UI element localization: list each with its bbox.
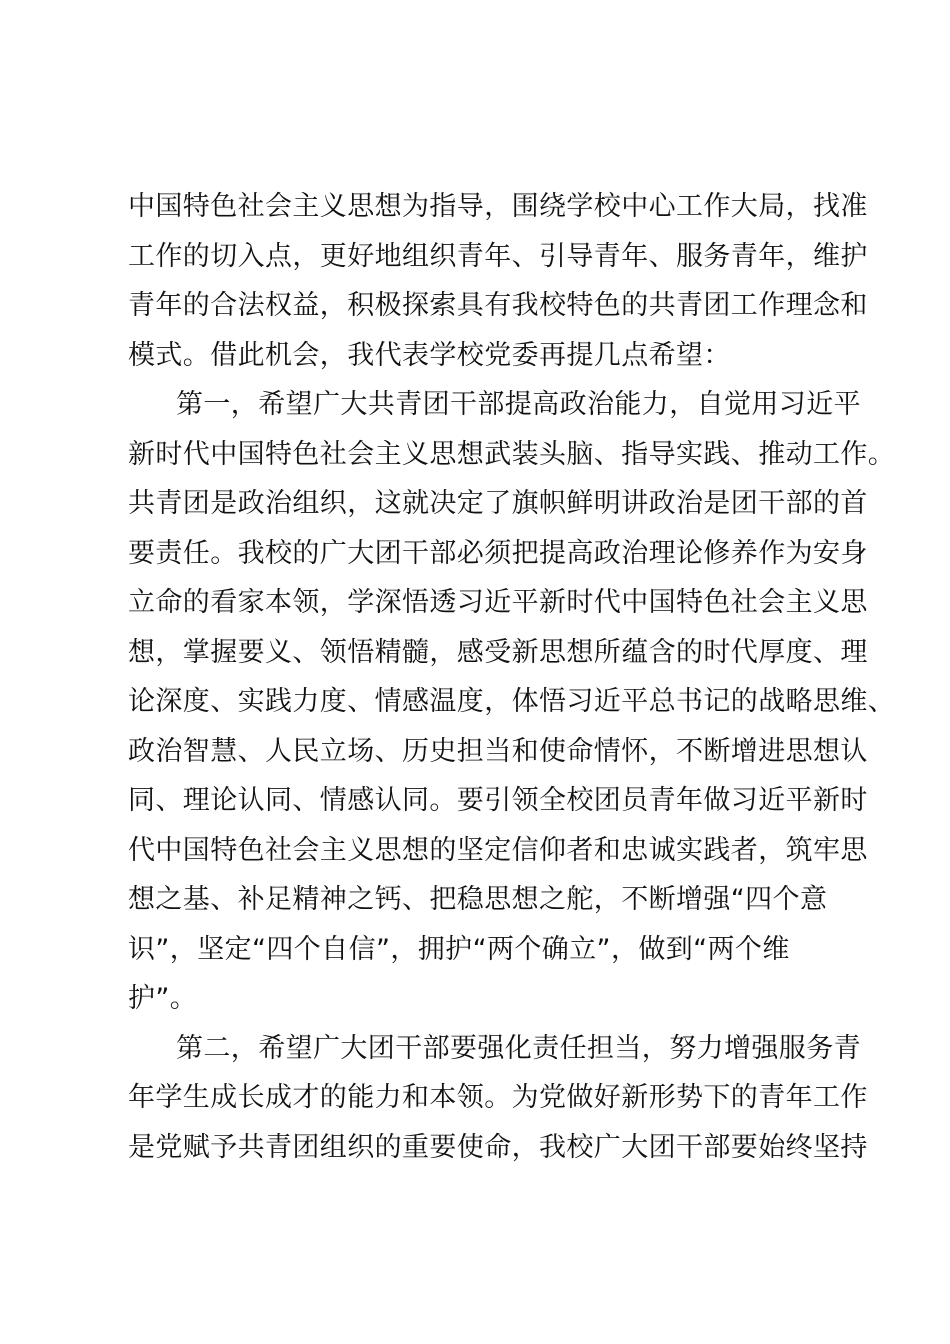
paragraph-first-line: 第一，希望广大共青团干部提高政治能力，自觉用习近平 <box>176 389 861 420</box>
text-line: 政治智慧、人民立场、历史担当和使命情怀，不断增进思想认 <box>128 735 868 767</box>
text-line: 识”，坚定“四个自信”，拥护“两个确立”，做到“两个维 <box>128 933 790 965</box>
text-line: 要责任。我校的广大团干部必须把提高政治理论修养作为安身 <box>128 537 868 569</box>
text-line: 同、理论认同、情感认同。要引领全校团员青年做习近平新时 <box>128 785 868 816</box>
text-line: 是党赋予共青团组织的重要使命，我校广大团干部要始终坚持 <box>128 1131 868 1163</box>
text-line: 模式。借此机会，我代表学校党委再提几点希望： <box>128 339 731 371</box>
text-line: 论深度、实践力度、情感温度，体悟习近平总书记的战略思维、 <box>128 686 896 717</box>
text-line: 想，掌握要义、领悟精髓，感受新思想所蕴含的时代厚度、理 <box>128 636 868 668</box>
text-line: 年学生成长成才的能力和本领。为党做好新形势下的青年工作 <box>128 1082 868 1113</box>
text-line: 新时代中国特色社会主义思想武装头脑、指导实践、推动工作。 <box>128 438 896 470</box>
text-line: 想之基、补足精神之钙、把稳思想之舵，不断增强“四个意 <box>128 884 828 915</box>
text-line: 护”。 <box>128 983 198 1014</box>
text-line: 立命的看家本领，学深悟透习近平新时代中国特色社会主义思 <box>128 587 868 618</box>
text-line: 中国特色社会主义思想为指导，围绕学校中心工作大局，找准 <box>128 191 868 222</box>
text-line: 青年的合法权益，积极探索具有我校特色的共青团工作理念和 <box>128 290 868 321</box>
text-line: 代中国特色社会主义思想的坚定信仰者和忠诚实践者，筑牢思 <box>128 834 868 866</box>
paragraph-first-line: 第二，希望广大团干部要强化责任担当，努力增强服务青 <box>176 1032 861 1064</box>
body-text <box>128 182 896 1172</box>
text-line: 工作的切入点，更好地组织青年、引导青年、服务青年，维护 <box>128 240 868 272</box>
text-line: 共青团是政治组织，这就决定了旗帜鲜明讲政治是团干部的首 <box>128 488 868 519</box>
